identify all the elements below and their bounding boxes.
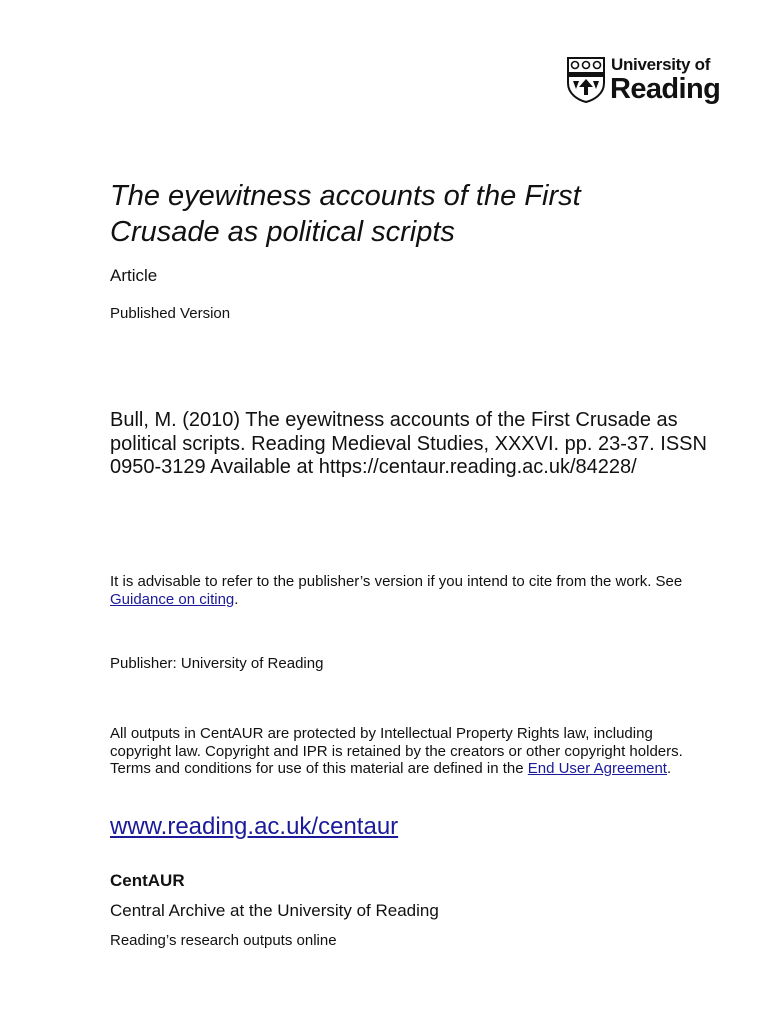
- logo-text-line2: Reading: [610, 73, 721, 105]
- advisory-text-end: .: [234, 591, 239, 608]
- centaur-tagline: Reading’s research outputs online: [110, 932, 337, 949]
- university-logo: [567, 55, 727, 107]
- rights-text: All outputs in CentAUR are protected by Intellectual Property Rights law, including copyright law. Copyright and IPR is retained by the creators or other copyright holders. Terms and conditions for use of this material are defined in the: [110, 725, 683, 778]
- publisher-line: Publisher: University of Reading: [110, 655, 324, 672]
- rights-text-end: .: [666, 760, 672, 778]
- article-title: The eyewitness accounts of the First Crusade as political scripts: [110, 180, 581, 248]
- logo-text-line1: University of: [611, 55, 711, 74]
- end-user-agreement-link[interactable]: End User Agreement: [527, 760, 667, 778]
- rights-statement: [110, 725, 710, 778]
- advisory-text: It is advisable to refer to the publisher’s version if you intend to cite from the work. See: [110, 573, 683, 590]
- centaur-full-name: Central Archive at the University of Reading: [110, 901, 439, 920]
- document-type: Article: [110, 266, 158, 285]
- citation-text: Bull, M. (2010) The eyewitness accounts of the First Crusade as political scripts. Reading Medieval Studies, XXXVI. pp. 23-37. ISSN 0950-3129 Available at https://centaur.reading.ac.uk/84228/: [110, 409, 707, 478]
- advisory-note: [110, 573, 710, 609]
- centaur-name: CentAUR: [110, 871, 185, 890]
- version-label: Published Version: [110, 305, 231, 322]
- shield-crest-icon: [567, 57, 605, 103]
- guidance-on-citing-link[interactable]: Guidance on citing: [110, 591, 235, 608]
- centaur-site-link[interactable]: www.reading.ac.uk/centaur: [110, 813, 399, 840]
